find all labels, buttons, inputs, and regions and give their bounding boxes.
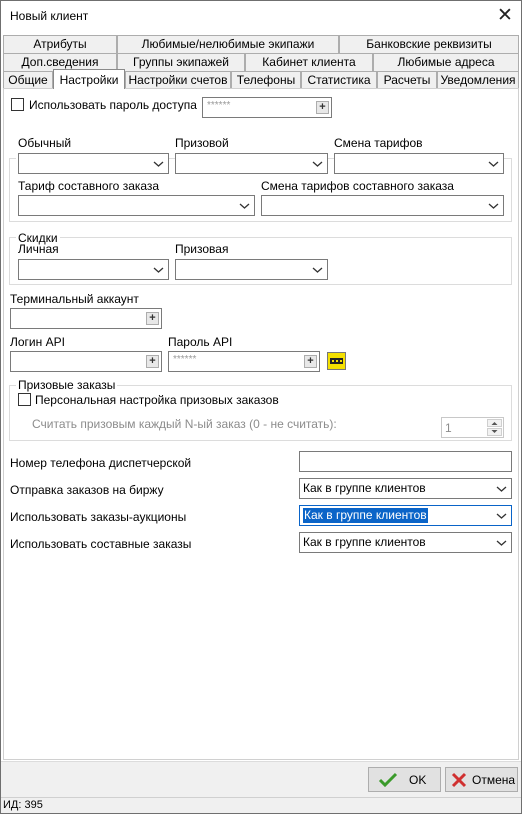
window-title: Новый клиент	[10, 9, 89, 23]
check-icon	[378, 772, 398, 788]
button-bar	[1, 761, 521, 797]
tab-client-cabinet[interactable]: Кабинет клиента	[245, 53, 373, 71]
title-bar	[1, 1, 521, 31]
tab-phones[interactable]: Телефоны	[231, 71, 301, 89]
nth-order-value: 1	[445, 421, 452, 435]
prize-orders-group-title: Призовые заказы	[18, 378, 116, 392]
prize-tariff-label: Призовой	[175, 136, 229, 150]
composite-orders-value: Как в группе клиентов	[303, 535, 426, 549]
cancel-button[interactable]	[445, 767, 518, 792]
composite-tariff-label: Тариф составного заказа	[18, 179, 160, 193]
auction-label: Использовать заказы-аукционы	[10, 510, 187, 524]
tab-statistics[interactable]: Статистика	[301, 71, 377, 89]
cancel-x-icon	[451, 772, 467, 788]
spin-up-icon[interactable]	[487, 419, 502, 427]
regular-tariff-select[interactable]	[18, 153, 169, 174]
ok-label: OK	[409, 773, 427, 787]
tab-crew-groups[interactable]: Группы экипажей	[117, 53, 245, 71]
tab-row-3	[1, 71, 521, 89]
tab-attributes[interactable]: Атрибуты	[3, 35, 117, 53]
ok-button[interactable]	[368, 767, 441, 792]
spin-down-icon[interactable]	[487, 428, 502, 436]
prize-tariff-select[interactable]	[175, 153, 328, 174]
plus-icon[interactable]: +	[316, 101, 329, 114]
personal-discount-label: Личная	[18, 242, 59, 256]
status-bar	[1, 797, 521, 813]
api-password-mask: ******	[173, 354, 197, 365]
composite-orders-label: Использовать составные заказы	[10, 537, 192, 551]
personal-prize-label: Персональная настройка призовых заказов	[35, 393, 279, 407]
tab-settings[interactable]: Настройки	[53, 69, 125, 89]
key-generator-icon[interactable]	[327, 352, 346, 370]
cancel-label: Отмена	[472, 773, 516, 787]
chevron-down-icon[interactable]	[485, 155, 502, 172]
prize-discount-select[interactable]	[175, 259, 328, 280]
plus-icon[interactable]: +	[146, 355, 159, 368]
dispatcher-phone-label: Номер телефона диспетчерской	[10, 456, 192, 470]
tab-favorite-addresses[interactable]: Любимые адреса	[373, 53, 519, 71]
chevron-down-icon[interactable]	[493, 507, 510, 524]
api-password-label: Пароль API	[168, 335, 233, 349]
discounts-group-title: Скидки	[18, 231, 58, 245]
tab-bank-details[interactable]: Банковские реквизиты	[339, 35, 519, 53]
use-password-label: Использовать пароль доступа	[29, 98, 197, 112]
tab-notifications[interactable]: Уведомления	[437, 71, 519, 89]
composite-tariff-change-label: Смена тарифов составного заказа	[261, 179, 454, 193]
terminal-account-field[interactable]	[10, 308, 162, 329]
chevron-down-icon[interactable]	[309, 261, 326, 278]
tab-payments[interactable]: Расчеты	[377, 71, 437, 89]
close-icon[interactable]: ✕	[497, 5, 513, 26]
use-password-checkbox[interactable]	[11, 98, 24, 111]
tab-account-settings[interactable]: Настройки счетов	[125, 71, 231, 89]
nth-order-spinner[interactable]	[441, 417, 504, 438]
exchange-select[interactable]	[299, 478, 512, 499]
personal-prize-checkbox[interactable]	[18, 393, 31, 406]
tariff-change-select[interactable]	[334, 153, 504, 174]
api-login-field[interactable]	[10, 351, 162, 372]
chevron-down-icon[interactable]	[150, 155, 167, 172]
exchange-value: Как в группе клиентов	[303, 481, 426, 495]
chevron-down-icon[interactable]	[309, 155, 326, 172]
chevron-down-icon[interactable]	[493, 534, 510, 551]
prize-discount-label: Призовая	[175, 242, 229, 256]
dispatcher-phone-field[interactable]	[299, 451, 512, 472]
plus-icon[interactable]: +	[304, 355, 317, 368]
composite-orders-select[interactable]	[299, 532, 512, 553]
password-field[interactable]	[202, 97, 332, 118]
chevron-down-icon[interactable]	[236, 197, 253, 214]
auction-select[interactable]	[299, 505, 512, 526]
personal-discount-select[interactable]	[18, 259, 169, 280]
regular-tariff-label: Обычный	[18, 136, 72, 150]
tab-favorite-crews[interactable]: Любимые/нелюбимые экипажи	[117, 35, 339, 53]
tab-general[interactable]: Общие	[3, 71, 53, 89]
tariff-change-label: Смена тарифов	[334, 136, 423, 150]
auction-value: Как в группе клиентов	[304, 508, 427, 522]
terminal-account-label: Терминальный аккаунт	[10, 292, 139, 306]
exchange-label: Отправка заказов на биржу	[10, 483, 164, 497]
tab-additional-info[interactable]: Доп.сведения	[3, 53, 117, 71]
api-password-field[interactable]	[168, 351, 320, 372]
chevron-down-icon[interactable]	[150, 261, 167, 278]
chevron-down-icon[interactable]	[485, 197, 502, 214]
client-id-text: ИД: 395	[3, 799, 43, 811]
composite-tariff-change-select[interactable]	[261, 195, 504, 216]
password-mask: ******	[207, 100, 231, 111]
plus-icon[interactable]: +	[146, 312, 159, 325]
api-login-label: Логин API	[10, 335, 65, 349]
nth-order-label: Считать призовым каждый N-ый заказ (0 - не считать):	[32, 417, 337, 431]
tab-row-1	[1, 35, 521, 53]
composite-tariff-select[interactable]	[18, 195, 255, 216]
chevron-down-icon[interactable]	[493, 480, 510, 497]
